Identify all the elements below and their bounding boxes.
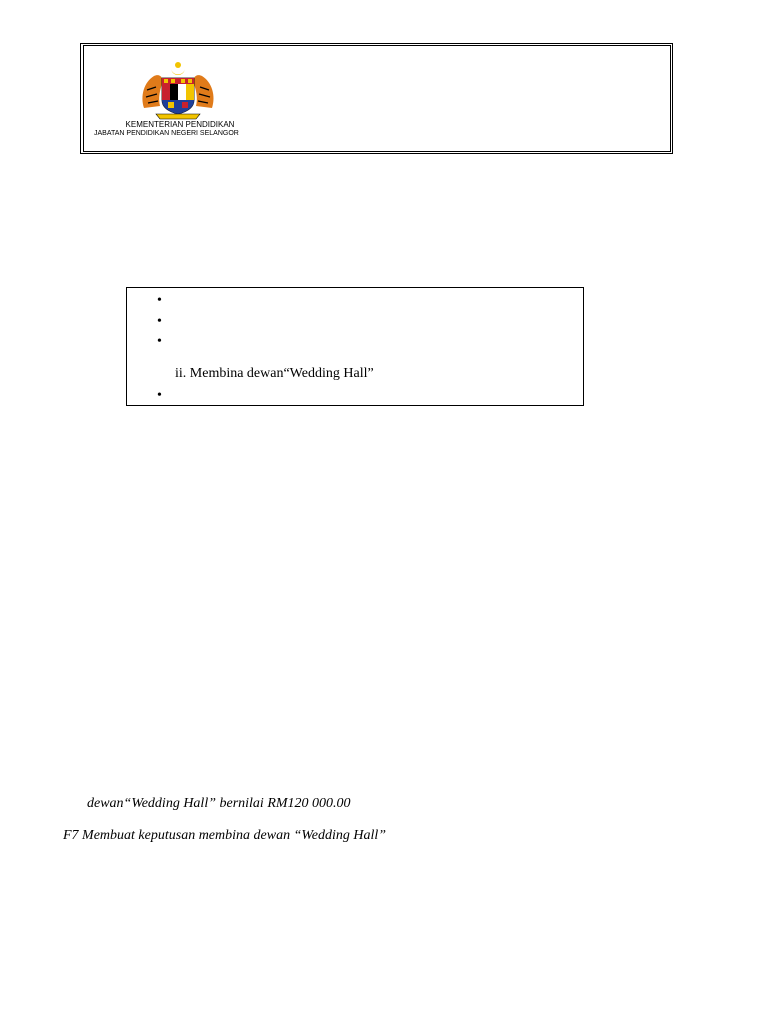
bullet-2: • (157, 314, 162, 329)
letterhead-box (80, 43, 673, 154)
list-item-ii: ii. Membina dewan“Wedding Hall” (175, 366, 374, 381)
ministry-name: KEMENTERIAN PENDIDIKAN (125, 120, 235, 129)
body-line-1: dewan“Wedding Hall” bernilai RM120 000.00 (87, 796, 351, 811)
bullet-4: • (157, 388, 162, 403)
coat-of-arms-icon (138, 60, 218, 120)
bullet-list-box (126, 287, 584, 406)
bullet-3: • (157, 334, 162, 349)
bullet-1: • (157, 293, 162, 308)
body-line-2: F7 Membuat keputusan membina dewan “Wedding Hall” (63, 828, 387, 843)
department-name: JABATAN PENDIDIKAN NEGERI SELANGOR (94, 130, 239, 137)
